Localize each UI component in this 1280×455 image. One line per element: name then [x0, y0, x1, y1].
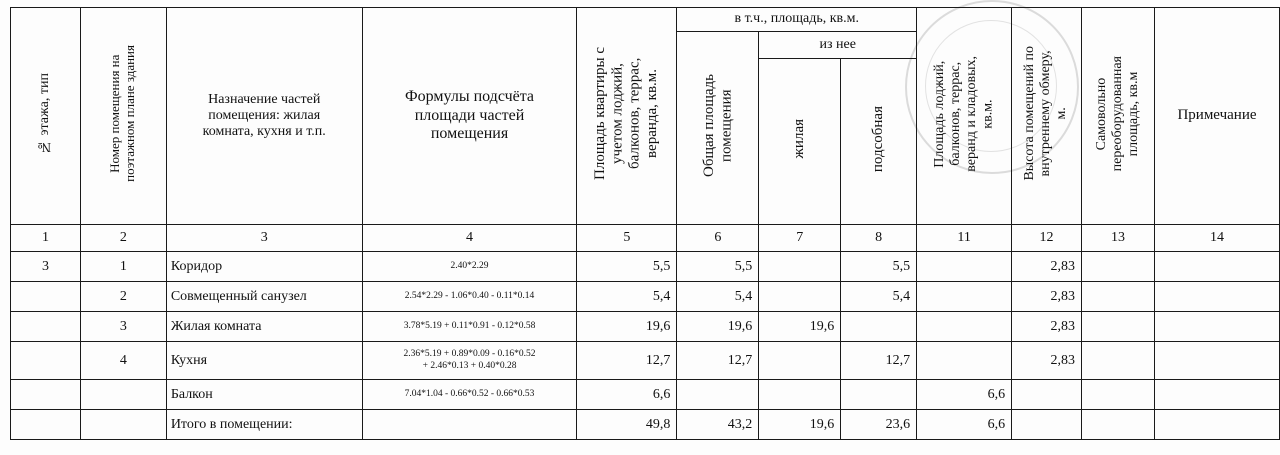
cell-loggia: 6,6 — [917, 380, 1012, 410]
column-number: 2 — [80, 225, 166, 252]
cell-living — [759, 252, 841, 282]
cell-room: 1 — [80, 252, 166, 282]
column-number: 8 — [841, 225, 917, 252]
cell-floor — [11, 342, 81, 380]
cell-purpose: Жилая комната — [166, 312, 362, 342]
cell-loggia — [917, 252, 1012, 282]
cell-formula: 2.36*5.19 + 0.89*0.09 - 0.16*0.52 + 2.46*0.13 + 0.40*0.28 — [362, 342, 577, 380]
cell-purpose: Совмещенный санузел — [166, 282, 362, 312]
header-group-including: в т.ч., площадь, кв.м. — [677, 8, 917, 32]
cell-height — [1012, 410, 1082, 440]
table-row — [11, 380, 1280, 410]
cell-loggia — [917, 342, 1012, 380]
cell-area-common: 43,2 — [677, 410, 759, 440]
cell-formula: 7.04*1.04 - 0.66*0.52 - 0.66*0.53 — [362, 380, 577, 410]
header-note: Примечание — [1154, 8, 1279, 225]
cell-unauthorized — [1082, 312, 1155, 342]
table-row — [11, 252, 1280, 282]
cell-area-total: 12,7 — [577, 342, 677, 380]
cell-formula: 2.54*2.29 - 1.06*0.40 - 0.11*0.14 — [362, 282, 577, 312]
cell-room: 4 — [80, 342, 166, 380]
explication-table — [10, 7, 1280, 440]
cell-purpose: Коридор — [166, 252, 362, 282]
cell-height: 2,83 — [1012, 252, 1082, 282]
table-row — [11, 312, 1280, 342]
column-number: 4 — [362, 225, 577, 252]
cell-unauthorized — [1082, 282, 1155, 312]
header-formula: Формулы подсчёта площади частей помещения — [362, 8, 577, 225]
cell-loggia: 6,6 — [917, 410, 1012, 440]
column-number: 5 — [577, 225, 677, 252]
cell-room — [80, 380, 166, 410]
cell-formula: 3.78*5.19 + 0.11*0.91 - 0.12*0.58 — [362, 312, 577, 342]
cell-area-common: 19,6 — [677, 312, 759, 342]
cell-loggia — [917, 282, 1012, 312]
cell-height — [1012, 380, 1082, 410]
cell-height: 2,83 — [1012, 312, 1082, 342]
cell-auxiliary: 5,5 — [841, 252, 917, 282]
header-area-common: Общая площадь помещения — [677, 32, 759, 225]
table-row — [11, 282, 1280, 312]
cell-unauthorized — [1082, 252, 1155, 282]
header-floor: № этажа, тип — [11, 8, 81, 225]
header-height: Высота помещений по внутреннему обмеру, м. — [1012, 8, 1082, 225]
cell-formula: 2.40*2.29 — [362, 252, 577, 282]
cell-room: 3 — [80, 312, 166, 342]
cell-floor — [11, 282, 81, 312]
cell-auxiliary — [841, 312, 917, 342]
header-unauthorized: Самовольно переоборудованная площадь, кв.м — [1082, 8, 1155, 225]
cell-living — [759, 342, 841, 380]
table-row-total — [11, 410, 1280, 440]
cell-area-total: 19,6 — [577, 312, 677, 342]
cell-room — [80, 410, 166, 440]
header-purpose: Назначение частей помещения: жилая комната, кухня и т.п. — [166, 8, 362, 225]
cell-room: 2 — [80, 282, 166, 312]
cell-unauthorized — [1082, 380, 1155, 410]
cell-height: 2,83 — [1012, 342, 1082, 380]
cell-living: 19,6 — [759, 410, 841, 440]
cell-note — [1154, 380, 1279, 410]
cell-loggia — [917, 312, 1012, 342]
cell-floor — [11, 380, 81, 410]
cell-area-total: 6,6 — [577, 380, 677, 410]
cell-unauthorized — [1082, 342, 1155, 380]
cell-area-total: 49,8 — [577, 410, 677, 440]
cell-note — [1154, 252, 1279, 282]
cell-area-common: 5,5 — [677, 252, 759, 282]
column-number: 1 — [11, 225, 81, 252]
column-number-row — [11, 225, 1280, 252]
cell-living — [759, 282, 841, 312]
cell-note — [1154, 410, 1279, 440]
header-room-number: Номер помещения на поэтажном плане здания — [80, 8, 166, 225]
cell-area-common — [677, 380, 759, 410]
column-number: 11 — [917, 225, 1012, 252]
column-number: 14 — [1154, 225, 1279, 252]
cell-note — [1154, 342, 1279, 380]
column-number: 7 — [759, 225, 841, 252]
header-area-total: Площадь квартиры с учетом лоджий, балконов, террас, веранда, кв.м. — [577, 8, 677, 225]
column-number: 13 — [1082, 225, 1155, 252]
cell-floor — [11, 410, 81, 440]
cell-area-total: 5,5 — [577, 252, 677, 282]
cell-auxiliary: 23,6 — [841, 410, 917, 440]
cell-floor — [11, 312, 81, 342]
cell-formula — [362, 410, 577, 440]
cell-auxiliary: 5,4 — [841, 282, 917, 312]
cell-auxiliary — [841, 380, 917, 410]
cell-purpose: Итого в помещении: — [166, 410, 362, 440]
header-loggia-area: Площадь лоджий, балконов, террас, веранд и кладовых, кв.м. — [917, 8, 1012, 225]
header-group-of-which: из нее — [759, 32, 917, 59]
cell-auxiliary: 12,7 — [841, 342, 917, 380]
cell-area-total: 5,4 — [577, 282, 677, 312]
cell-note — [1154, 282, 1279, 312]
table-row — [11, 342, 1280, 380]
cell-unauthorized — [1082, 410, 1155, 440]
cell-living — [759, 380, 841, 410]
cell-height: 2,83 — [1012, 282, 1082, 312]
cell-area-common: 12,7 — [677, 342, 759, 380]
cell-floor: 3 — [11, 252, 81, 282]
cell-living: 19,6 — [759, 312, 841, 342]
header-auxiliary: подсобная — [841, 59, 917, 225]
cell-purpose: Кухня — [166, 342, 362, 380]
header-living: жилая — [759, 59, 841, 225]
cell-area-common: 5,4 — [677, 282, 759, 312]
column-number: 12 — [1012, 225, 1082, 252]
cell-note — [1154, 312, 1279, 342]
column-number: 3 — [166, 225, 362, 252]
column-number: 6 — [677, 225, 759, 252]
cell-purpose: Балкон — [166, 380, 362, 410]
